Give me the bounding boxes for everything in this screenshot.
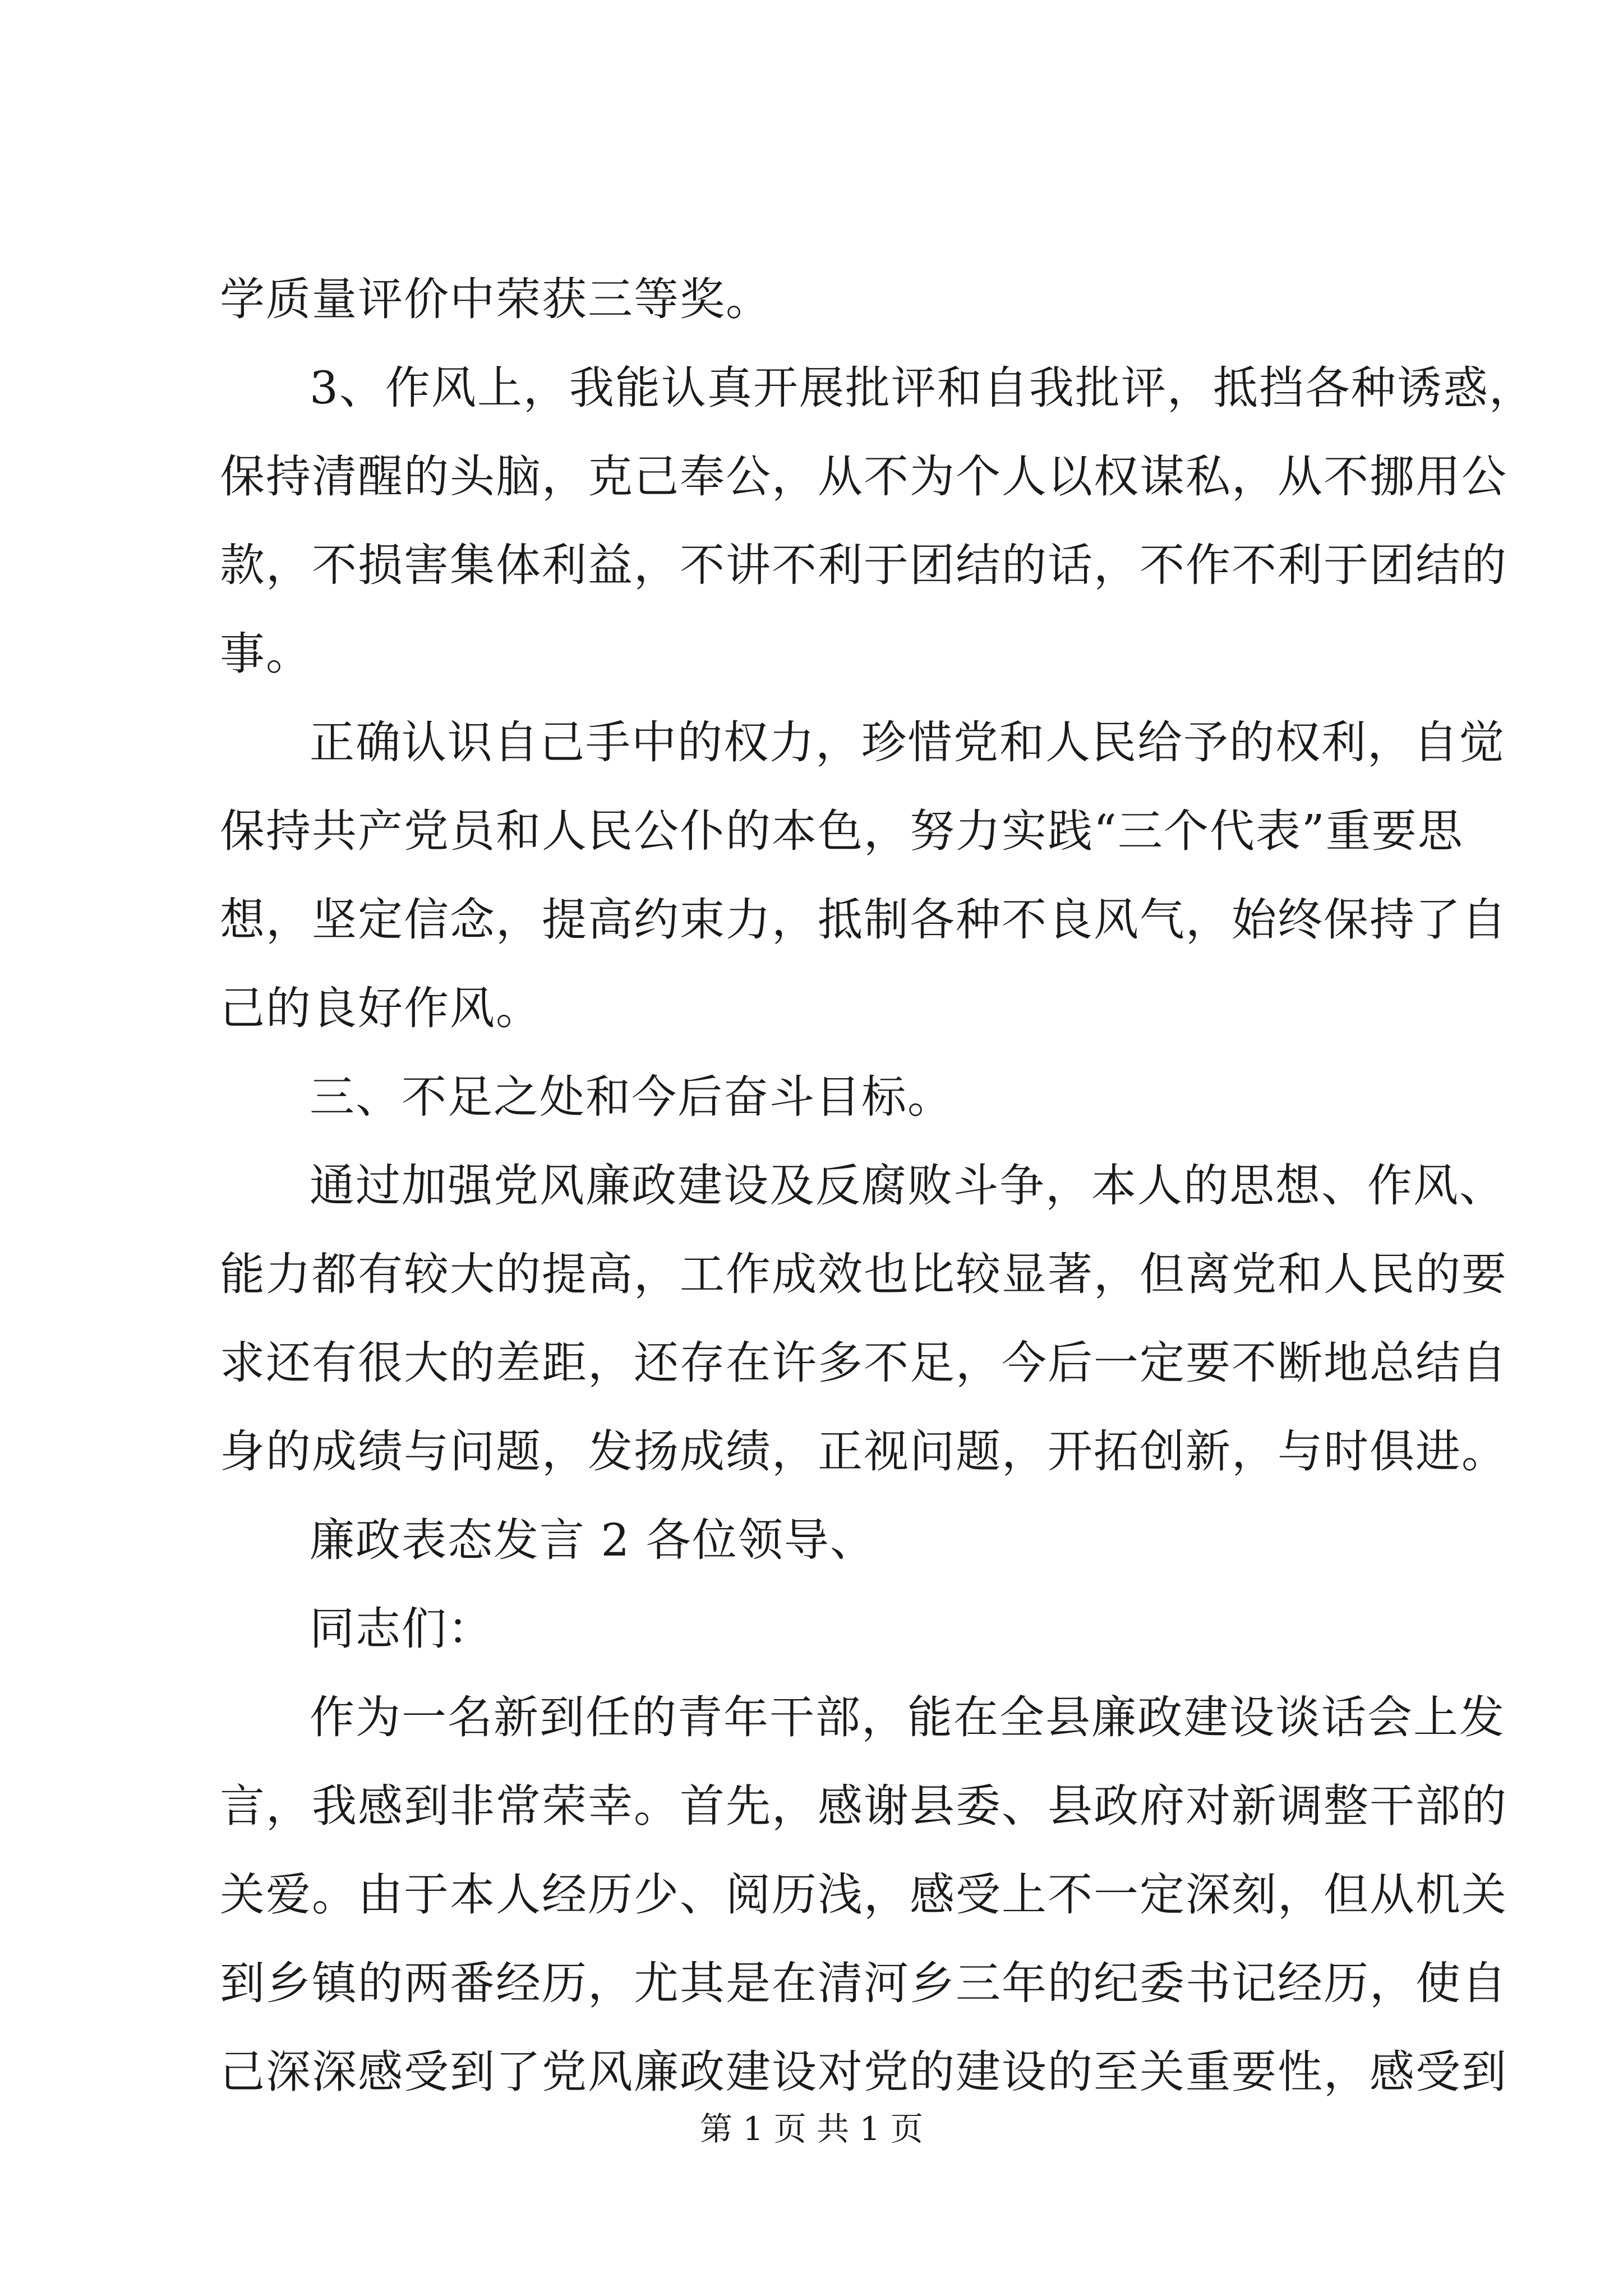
text-line: 通过加强党风廉政建设及反腐败斗争，本人的思想、作风、 <box>310 1159 1505 1212</box>
speech-title: 廉政表态发言 2 各位领导、 <box>310 1514 876 1566</box>
text-line: 关爱。由于本人经历少、阅历浅，感受上不一定深刻，但从机关 <box>220 1869 1507 1921</box>
text-line: 言，我感到非常荣幸。首先，感谢县委、县政府对新调整干部的 <box>220 1780 1507 1832</box>
text-line: 己深深感受到了党风廉政建设对党的建设的至关重要性，感受到 <box>220 2046 1507 2098</box>
page-number-footer: 第 1 页 共 1 页 <box>700 2110 923 2148</box>
text-line: 到乡镇的两番经历，尤其是在清河乡三年的纪委书记经历，使自 <box>220 1957 1507 2009</box>
text-line: 己的良好作风。 <box>220 982 542 1034</box>
text-line: 3、作风上，我能认真开展批评和自我批评，抵挡各种诱惑， <box>310 362 1535 414</box>
salutation: 同志们： <box>310 1603 494 1655</box>
text-line: 款，不损害集体利益，不讲不利于团结的话，不作不利于团结的 <box>220 539 1507 591</box>
text-line: 能力都有较大的提高，工作成效也比较显著，但离党和人民的要 <box>220 1248 1507 1300</box>
text-line: 事。 <box>220 628 312 680</box>
text-line: 保持清醒的头脑，克己奉公，从不为个人以权谋私，从不挪用公 <box>220 450 1507 503</box>
text-line: 求还有很大的差距，还存在许多不足，今后一定要不断地总结自 <box>220 1337 1507 1389</box>
section-heading: 三、不足之处和今后奋斗目标。 <box>310 1071 953 1123</box>
document-body <box>220 255 1535 2116</box>
text-line: 作为一名新到任的青年干部，能在全县廉政建设谈话会上发 <box>310 1691 1505 1743</box>
text-line: 学质量评价中荣获三等奖。 <box>220 273 772 325</box>
text-line: 正确认识自己手中的权力，珍惜党和人民给予的权利，自觉 <box>310 716 1505 769</box>
text-line: 身的成绩与问题，发扬成绩，正视问题，开拓创新，与时俱进。 <box>220 1425 1507 1478</box>
text-line: 保持共产党员和人民公仆的本色，努力实践“三个代表”重要思 <box>220 805 1464 857</box>
text-line: 想，坚定信念，提高约束力，抵制各种不良风气，始终保持了自 <box>220 894 1507 946</box>
